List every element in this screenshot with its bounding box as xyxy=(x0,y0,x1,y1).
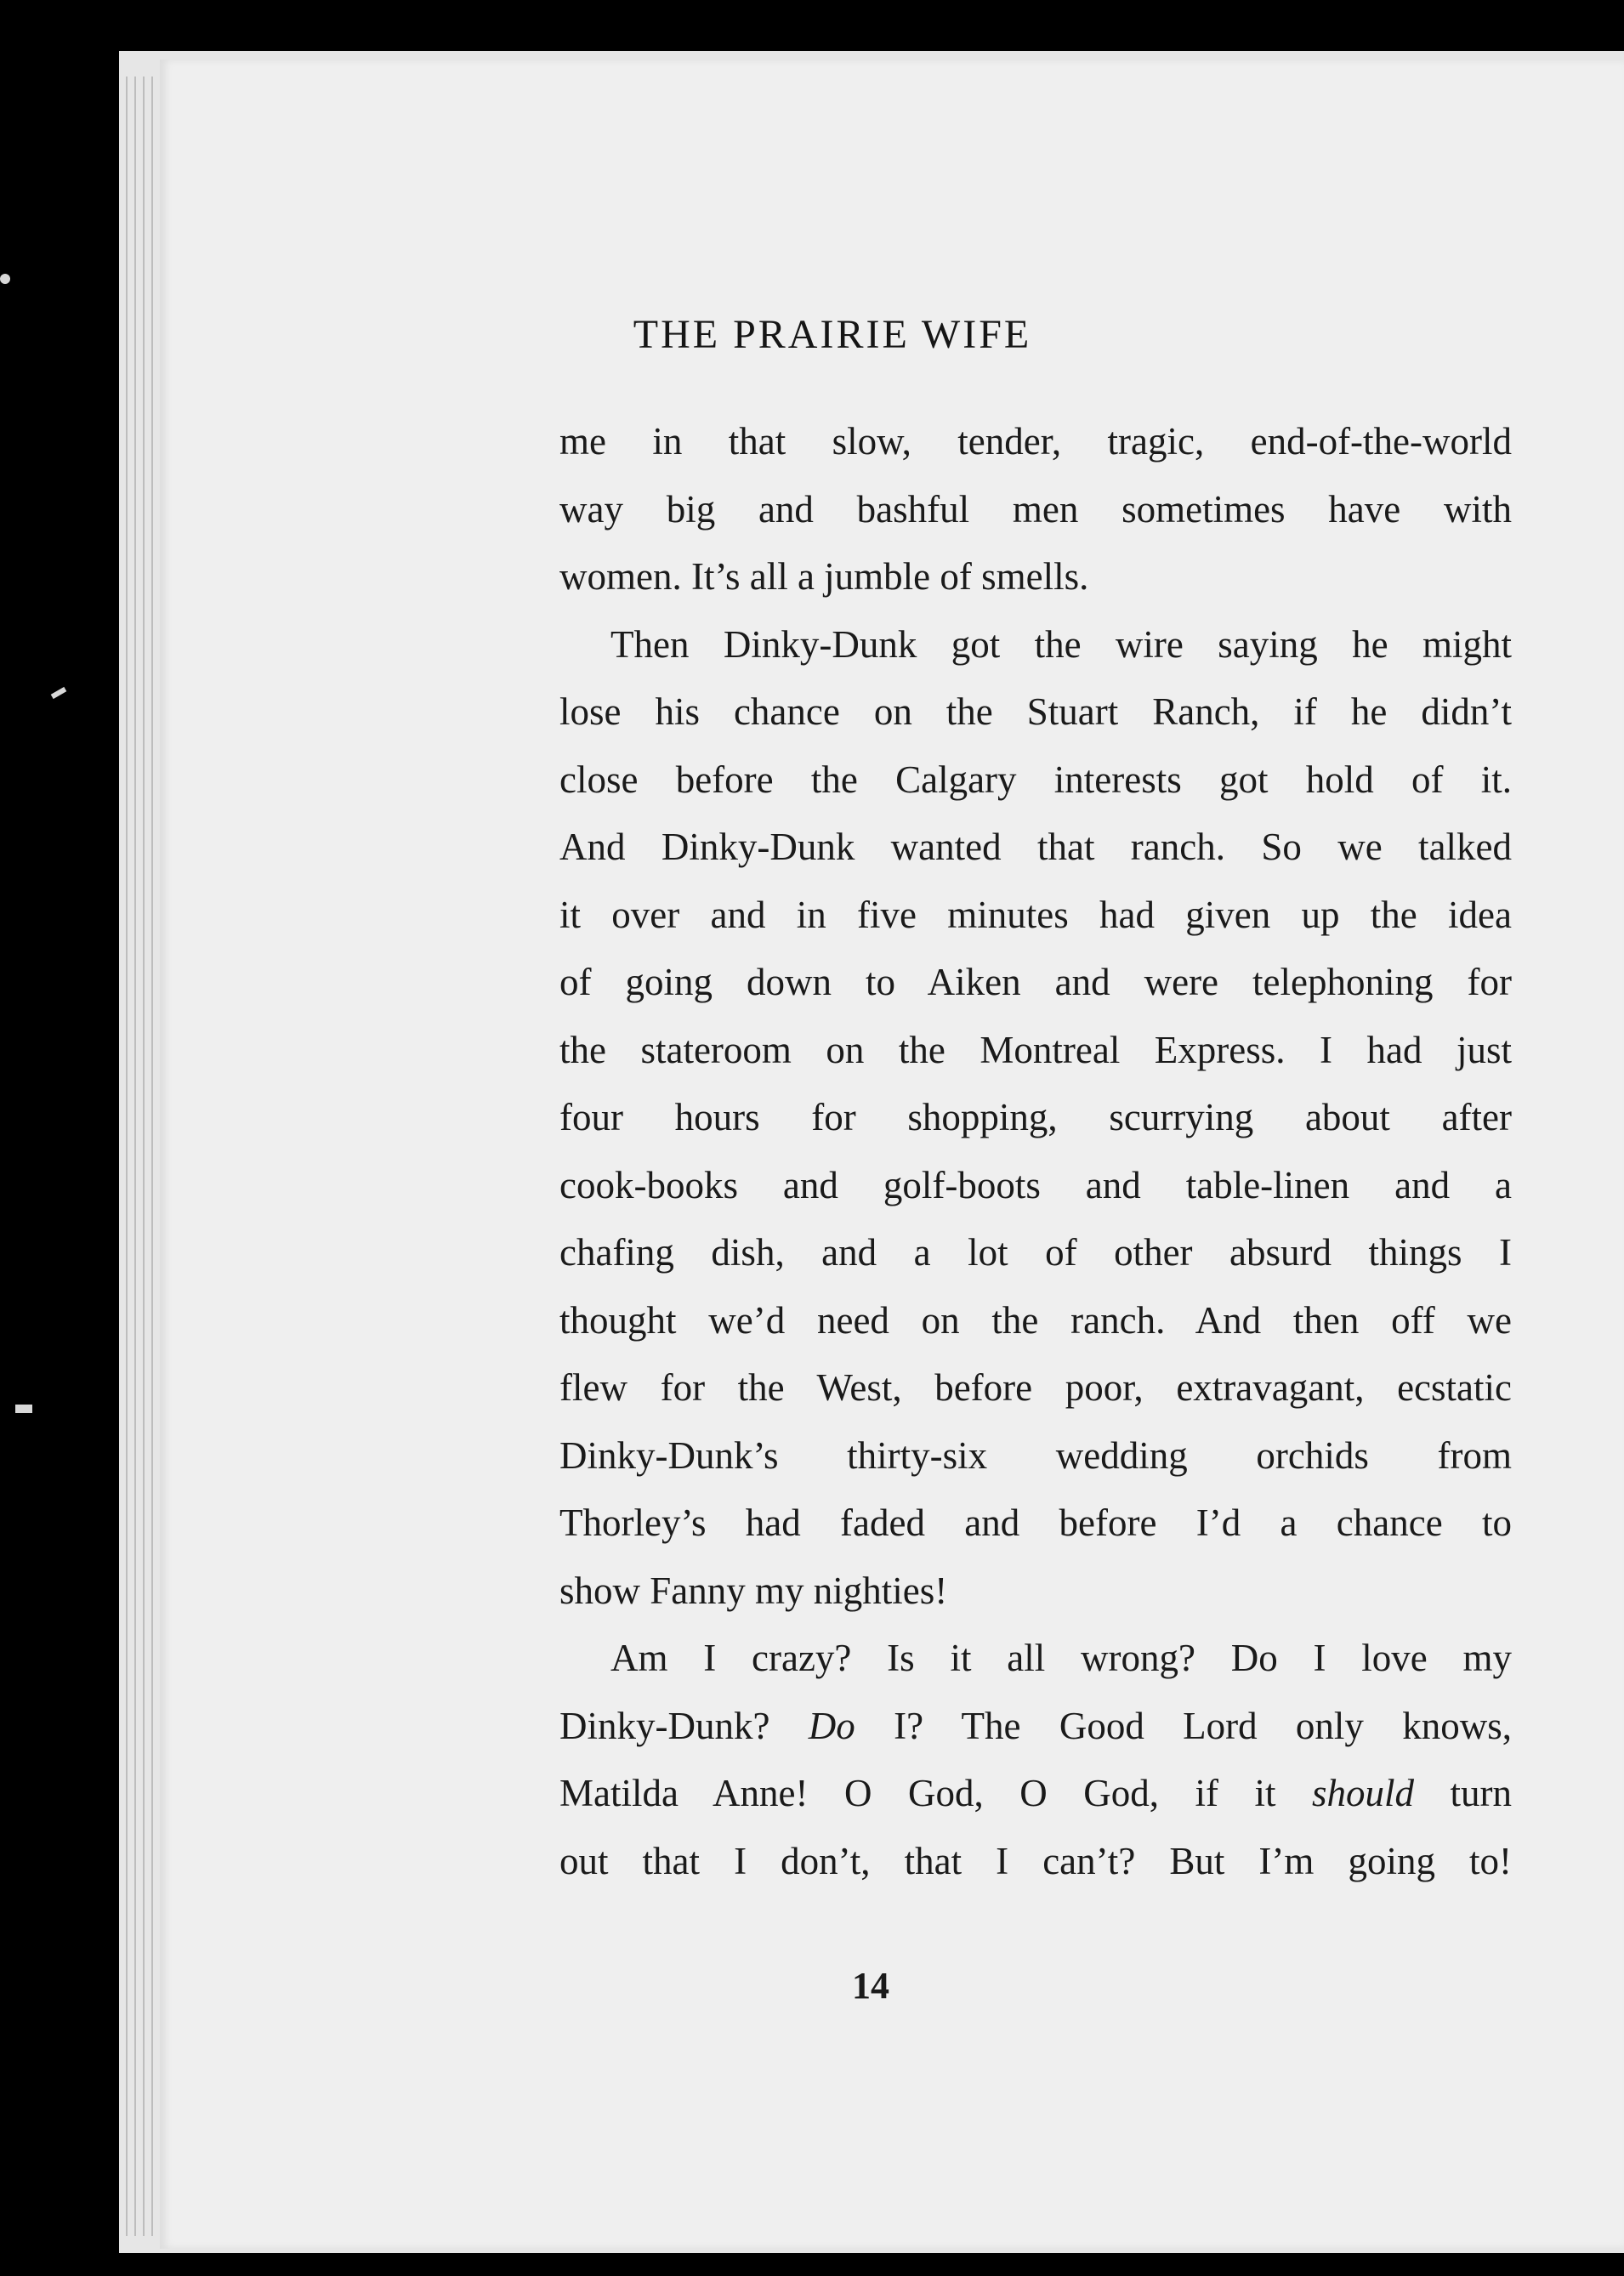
scan-artifact xyxy=(51,687,67,699)
text-line: thought we’d need on the ranch. And then off we xyxy=(559,1298,1512,1342)
text-line: lose his chance on the Stuart Ranch, if he didn’t xyxy=(559,690,1512,733)
text-line: it over and in five minutes had given up the idea xyxy=(559,893,1512,936)
text-line: close before the Calgary interests got hold of it. xyxy=(559,758,1512,801)
emphasis: should xyxy=(1311,1772,1414,1814)
paragraph xyxy=(559,1625,1512,1895)
body-text xyxy=(559,408,1512,1895)
running-header: THE PRAIRIE WIFE xyxy=(633,312,1032,357)
paragraph xyxy=(559,408,1512,611)
text-line: way big and bashful men sometimes have with xyxy=(559,487,1512,531)
text-line: out that I don’t, that I can’t? But I’m going to! xyxy=(559,1839,1512,1882)
text-line: Then Dinky-Dunk got the wire saying he might xyxy=(610,622,1512,666)
text-line: Am I crazy? Is it all wrong? Do I love my xyxy=(610,1637,1512,1679)
text-line: the stateroom on the Montreal Express. I had just xyxy=(559,1028,1512,1071)
stack-line xyxy=(134,77,136,2236)
stack-line xyxy=(143,77,145,2236)
text-line: And Dinky-Dunk wanted that ranch. So we talked xyxy=(559,826,1512,868)
text-line xyxy=(559,1760,1512,1828)
text-line: flew for the West, before poor, extravagant, ecstatic xyxy=(559,1366,1512,1409)
paragraph xyxy=(559,611,1512,1626)
text-line: Dinky-Dunk’s thirty-six wedding orchids from xyxy=(559,1433,1512,1477)
text-run: Matilda Anne! O God, O God, if it xyxy=(559,1772,1312,1814)
book-page xyxy=(160,60,1624,2249)
text-run: turn xyxy=(1414,1772,1512,1814)
stack-line xyxy=(126,77,128,2236)
text-line: chafing dish, and a lot of other absurd things I xyxy=(559,1231,1512,1274)
scan-artifact xyxy=(15,1405,32,1413)
page-number: 14 xyxy=(852,1965,889,2006)
text-line: me in that slow, tender, tragic, end-of-the-world xyxy=(559,420,1512,463)
text-run: Dinky-Dunk? xyxy=(559,1704,809,1747)
text-run: I? The Good Lord only knows, xyxy=(855,1704,1512,1747)
stack-line xyxy=(151,77,153,2236)
text-line: show Fanny my nighties! xyxy=(559,1569,948,1612)
text-line: women. It’s all a jumble of smells. xyxy=(559,555,1089,598)
text-line xyxy=(559,1693,1512,1761)
emphasis: Do xyxy=(808,1704,855,1747)
text-line: Thorley’s had faded and before I’d a chance to xyxy=(559,1501,1512,1544)
text-line: four hours for shopping, scurrying about after xyxy=(559,1096,1512,1138)
text-line: of going down to Aiken and were telephoning for xyxy=(559,961,1512,1003)
text-line: cook-books and golf-boots and table-linen and a xyxy=(559,1163,1512,1206)
scan-artifact xyxy=(0,274,10,284)
